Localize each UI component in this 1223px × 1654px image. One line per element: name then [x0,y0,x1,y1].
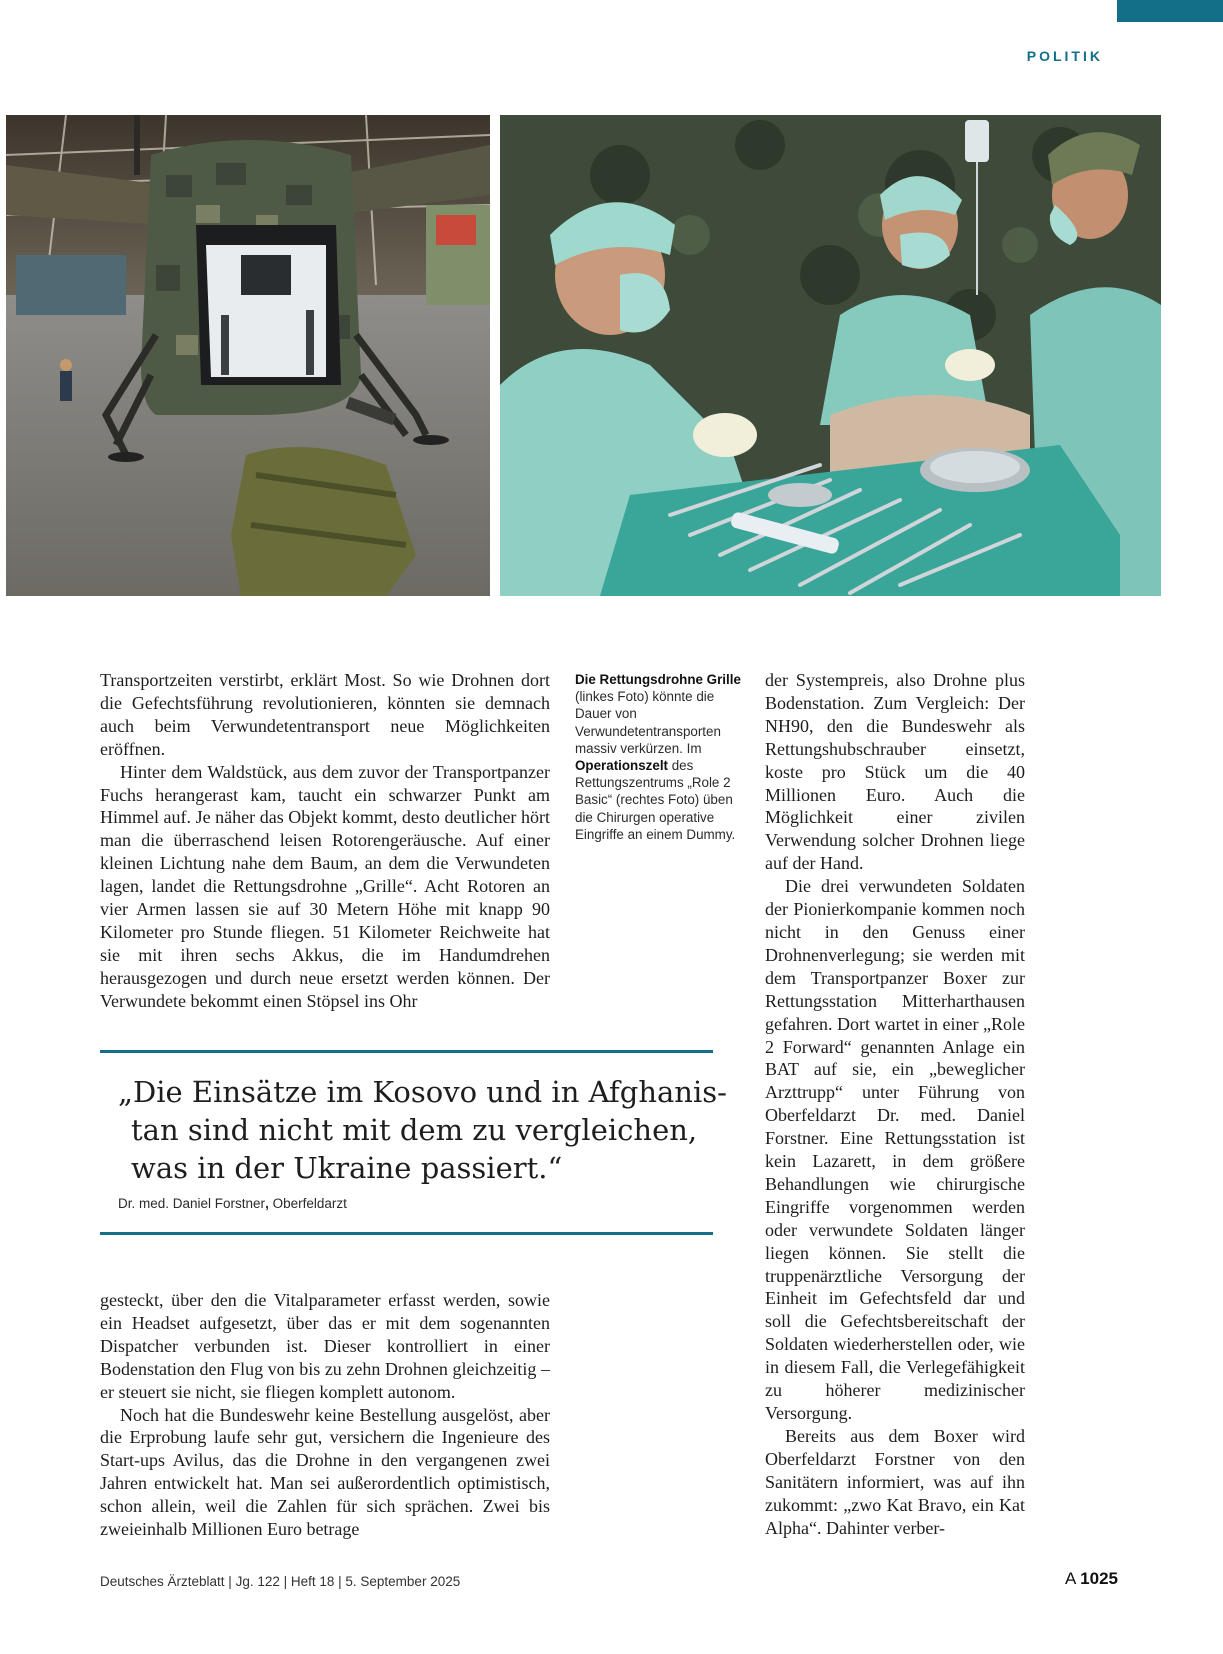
quote-author: Dr. med. Daniel Forstner [118,1196,266,1211]
publication-info: Deutsches Ärzteblatt | Jg. 122 | Heft 18 | 5. September 2025 [100,1574,461,1589]
pull-quote [100,1050,727,1235]
quote-role: Oberfeldarzt [272,1196,347,1211]
quote-line: „Die Einsätze im Kosovo und in Afghanis- [118,1075,727,1109]
paragraph: gesteckt, über den die Vitalparameter erfasst werden, sowie ein Headset aufgesetzt, über das er mit dem sogenannten Dispatcher verbunden ist. Dieser kontrolliert in einer Bodenstation den Flug von bis zu zehn Drohnen gleichzeitig – er steuert sie nicht, sie fliegen komplett autonom. [100,1290,550,1402]
rescue-drone-photo [6,115,490,596]
quote-text [118,1073,727,1187]
paragraph: Noch hat die Bundeswehr keine Bestellung ausgelöst, aber die Erprobung laufe sehr gut, versichern die Ingenieure des Start-ups Avilus, das die Drohne in den vergangenen zwei Jahren entwickelt hat. Man sei außerordentlich optimistisch, schon allein, weil die Zahlen für sich sprächen. Zwei bis zweieinhalb Millionen Euro betrage [100,1404,550,1540]
caption-bold: Operationszelt [575,758,669,774]
accent-bar [1117,0,1223,22]
paragraph: Die drei verwundeten Soldaten der Pionierkompanie kommen noch nicht in den Genuss einer Drohnenverlegung; sie werden mit dem Transportpanzer Boxer zur Rettungsstation Mitterharthausen gefahren. Dort wartet in einer „Role 2 Forward“ genannten Anlage ein BAT auf sie, ein „beweglicher Arzttrupp“ unter Führung von Oberfeldarzt Dr. med. Daniel Forstner. Eine Rettungsstation ist kein Lazarett, in dem größere Behandlungen wie chirurgische Eingriffe vorgenommen werden oder verwundete Soldaten länger liegen können. Sie stellt die truppenärztliche Versorgung der Einheit im Gefechtsfeld dar und soll die Gefechtsbereitschaft der Soldaten wiederherstellen oder, wie in diesem Fall, die Verlegefähigkeit zu höherer medizinischer Versorgung. [765,876,1025,1423]
paragraph: Transportzeiten verstirbt, erklärt Most. So wie Drohnen dort die Gefechtsführung revolutionieren, könnten sie demnach auch beim Verwundetentransport neue Möglichkeiten eröffnen. [100,670,550,759]
page-number [1065,1569,1118,1589]
page-prefix: A [1065,1569,1076,1588]
article-column-1-top [100,669,550,1013]
article-column-3 [765,669,1025,1539]
quote-line: tan sind nicht mit dem zu vergleichen, [131,1113,698,1147]
paragraph: der Systempreis, also Drohne plus Bodenstation. Zum Vergleich: Der NH90, den die Bundeswehr als Rettungshubschrauber einsetzt, koste pro Stück um die 40 Millionen Euro. Auch die Möglichkeit einer zivilen Verwendung solcher Drohnen liege auf der Hand. [765,670,1025,874]
paragraph: Hinter dem Waldstück, aus dem zuvor der Transportpanzer Fuchs herangerast kam, taucht ein schwarzer Punkt am Himmel auf. Je näher das Objekt kommt, desto deutlicher hört man die überraschend leisen Rotorengeräusche. Auf einer kleinen Lichtung nahe dem Baum, an dem die Verwundeten lagen, landet die Rettungsdrohne „Grille“. Acht Rotoren an vier Armen lassen sie auf 30 Metern Höhe mit knapp 90 Kilometer pro Stunde fliegen. 51 Kilometer Reichweite hat sie mit ihren sechs Akkus, die im Handumdrehen herausgezogen und durch neue ersetzt werden können. Der Verwundete bekommt einen Stöpsel ins Ohr [100,761,550,1011]
operating-tent-photo [500,115,1161,596]
paragraph: Bereits aus dem Boxer wird Oberfeldarzt Forstner von den Sanitätern informiert, was auf ihn zukommt: „zwo Kat Bravo, ein Kat Alpha“. Dahinter verber- [765,1425,1025,1538]
quote-line: was in der Ukraine passiert.“ [131,1151,563,1185]
article-column-1-bottom [100,1289,550,1541]
caption-text: des Rettungszentrums „Role 2 Basic“ (rechtes Foto) üben die Chirurgen operative Eingriffe an einem Dummy. [575,758,736,842]
quote-attribution: Dr. med. Daniel Forstner, Oberfeldarzt [118,1196,347,1211]
photo-caption [575,671,743,843]
caption-bold: Die Rettungsdrohne Grille [575,672,741,687]
page-number-value: 1025 [1080,1569,1118,1588]
caption-text: (linkes Foto) könnte die Dauer von Verwundetentransporten massiv verkürzen. Im [575,689,721,756]
section-label: POLITIK [1026,48,1103,64]
